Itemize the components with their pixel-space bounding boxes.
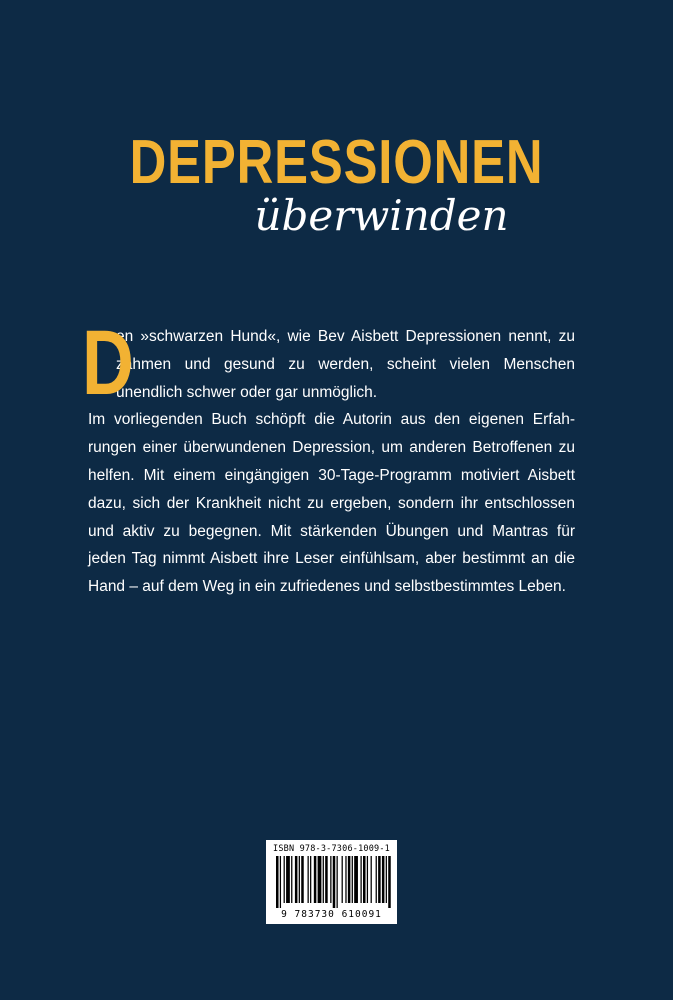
barcode-bar: [388, 856, 391, 908]
blurb-intro: [82, 312, 575, 414]
barcode-bar: [342, 856, 343, 903]
barcode-bar: [378, 856, 381, 903]
barcode-bar: [367, 856, 368, 903]
barcode-bar: [301, 856, 304, 903]
barcode-bar: [299, 856, 300, 903]
barcode-bar: [386, 856, 387, 903]
barcode-bar: [348, 856, 351, 903]
barcode-bar: [308, 856, 309, 903]
barcode-bar: [376, 856, 377, 903]
barcode-bar: [330, 856, 331, 903]
barcode-bar: [345, 856, 346, 903]
barcode-bar: [286, 856, 290, 903]
barcode-bars: [276, 856, 392, 908]
barcode-bar: [354, 856, 358, 903]
isbn-barcode: [266, 840, 397, 924]
barcode-bar: [276, 856, 279, 908]
blurb-intro-text: en »schwarzen Hund«, wie Bev Aisbett Depressionen nennt, zu zähmen und gesund zu werden, scheint vielen Menschen unendlich schwer oder gar unmöglich.: [116, 328, 575, 401]
barcode-bar: [284, 856, 285, 903]
barcode-number: 9 783730 610091: [281, 909, 382, 920]
barcode-bar: [371, 856, 372, 903]
blurb: [82, 312, 575, 601]
blurb-body-text: Im vorliegenden Buch schöpft die Autorin aus den eigenen Erfahrungen einer überwundenen Depression, um anderen Betroffenen zu helfen. Mit einem eingängigen 30-Tage-Programm motiviert Aisbett dazu, sich der Krankheit nicht zu ergeben, sondern ihr entschlossen und aktiv zu begegnen. Mit stärkenden Übungen und Mantras für jeden Tag nimmt Aisbett ihre Leser einfühlsam, aber bestimmt an die Hand – auf dem Weg in ein zufriedenes und selbstbestimmtes Leben.: [88, 411, 575, 596]
barcode-bar: [295, 856, 298, 903]
barcode-bar: [337, 856, 338, 908]
barcode-bar: [323, 856, 324, 903]
barcode-bar: [291, 856, 292, 903]
cover-title: DEPRESSIONEN: [129, 128, 544, 197]
barcode-bar: [314, 856, 317, 903]
cover-subtitle: überwinden: [254, 191, 509, 240]
barcode-bar: [310, 856, 311, 903]
barcode-bar: [360, 856, 361, 903]
barcode-bar: [382, 856, 385, 903]
barcode-bar: [325, 856, 328, 903]
barcode-bar: [280, 856, 281, 908]
barcode-bar: [363, 856, 366, 903]
barcode-bar: [352, 856, 353, 903]
isbn-label: ISBN 978-3-7306-1009-1: [273, 844, 390, 854]
barcode-bar: [333, 856, 336, 908]
barcode-bar: [318, 856, 322, 903]
drop-cap: D: [82, 312, 134, 414]
